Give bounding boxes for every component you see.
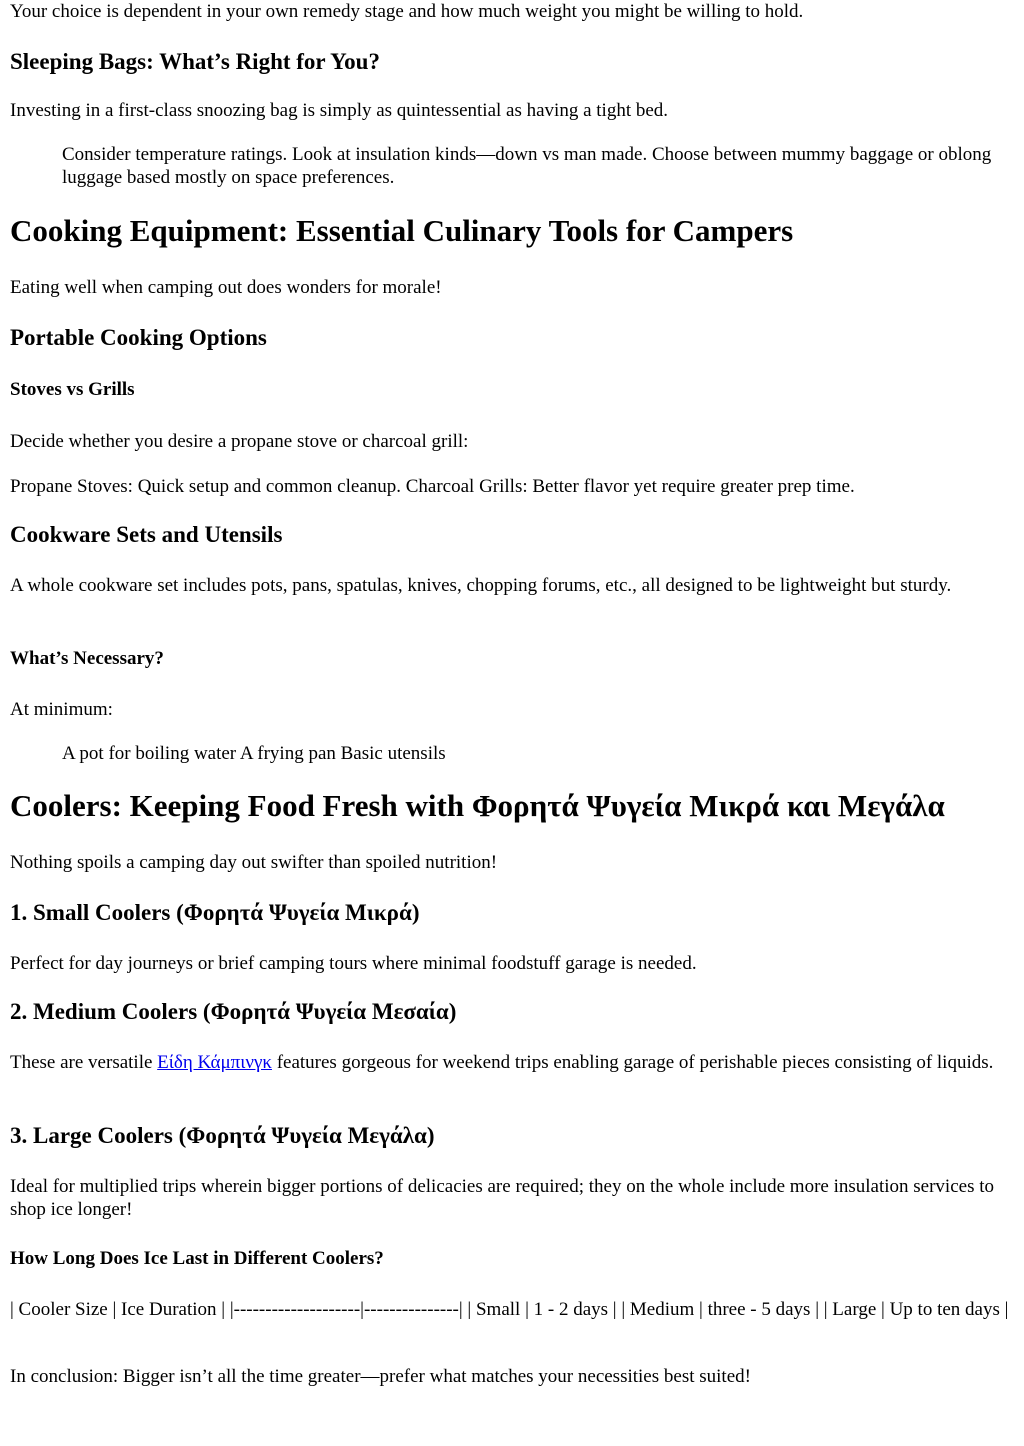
intro-paragraph: Your choice is dependent in your own remedy stage and how much weight you might be willing to hold. (10, 1, 804, 22)
medium-coolers-heading: 2. Medium Coolers (Φορητά Ψυγεία Μεσαία) (10, 999, 457, 1024)
medium-text-after: features gorgeous for weekend trips enabling garage of perishable pieces consisting of liquids. (271, 1052, 994, 1073)
cookware-heading: Cookware Sets and Utensils (10, 522, 283, 547)
medium-text-before: These are versatile (10, 1052, 158, 1073)
large-coolers-paragraph: Ideal for multiplied trips wherein bigger portions of delicacies are required; they on the whole include more insulation services to shop ice longer! (10, 1176, 995, 1220)
cooking-equipment-heading: Cooking Equipment: Essential Culinary Tools for Campers (10, 213, 794, 248)
sleeping-bags-paragraph: Investing in a first-class snoozing bag is simply as quintessential as having a tight bed. (10, 100, 669, 121)
camping-gear-link[interactable]: Είδη Κάμπινγκ (157, 1052, 272, 1073)
sleeping-bags-heading: Sleeping Bags: What’s Right for You? (10, 49, 380, 74)
minimum-items: A pot for boiling water A frying pan Basic utensils (62, 743, 446, 764)
coolers-paragraph: Nothing spoils a camping day out swifter than spoiled nutrition! (10, 852, 498, 873)
ice-duration-heading: How Long Does Ice Last in Different Coolers? (10, 1248, 384, 1269)
stoves-paragraph: Decide whether you desire a propane stove or charcoal grill: (10, 431, 469, 452)
conclusion-paragraph: In conclusion: Bigger isn’t all the time greater—prefer what matches your necessities best suited! (10, 1366, 751, 1387)
stoves-vs-grills-heading: Stoves vs Grills (10, 379, 135, 400)
small-coolers-paragraph: Perfect for day journeys or brief camping tours where minimal foodstuff garage is needed. (10, 953, 697, 974)
cookware-paragraph: A whole cookware set includes pots, pans, spatulas, knives, chopping forums, etc., all designed to be lightweight but sturdy. (10, 575, 952, 596)
small-coolers-heading: 1. Small Coolers (Φορητά Ψυγεία Μικρά) (10, 900, 420, 925)
portable-cooking-heading: Portable Cooking Options (10, 325, 267, 350)
medium-coolers-paragraph (10, 1051, 1016, 1074)
sleeping-bags-tips: Consider temperature ratings. Look at insulation kinds—down vs man made. Choose between mummy baggage or oblong luggage based mostly on space preferences. (62, 144, 992, 188)
stoves-comparison: Propane Stoves: Quick setup and common cleanup. Charcoal Grills: Better flavor yet require greater prep time. (10, 476, 855, 497)
necessary-heading: What’s Necessary? (10, 648, 164, 669)
minimum-paragraph: At minimum: (10, 699, 113, 720)
ice-duration-table-text: | Cooler Size | Ice Duration | |--------------------|---------------| | Small | 1 - 2 days | | Medium | three - 5 days | | Large | Up to ten days | (10, 1299, 1009, 1320)
coolers-heading: Coolers: Keeping Food Fresh with Φορητά Ψυγεία Μικρά και Μεγάλα (10, 788, 945, 823)
cooking-equipment-paragraph: Eating well when camping out does wonders for morale! (10, 277, 442, 298)
large-coolers-heading: 3. Large Coolers (Φορητά Ψυγεία Μεγάλα) (10, 1123, 435, 1148)
